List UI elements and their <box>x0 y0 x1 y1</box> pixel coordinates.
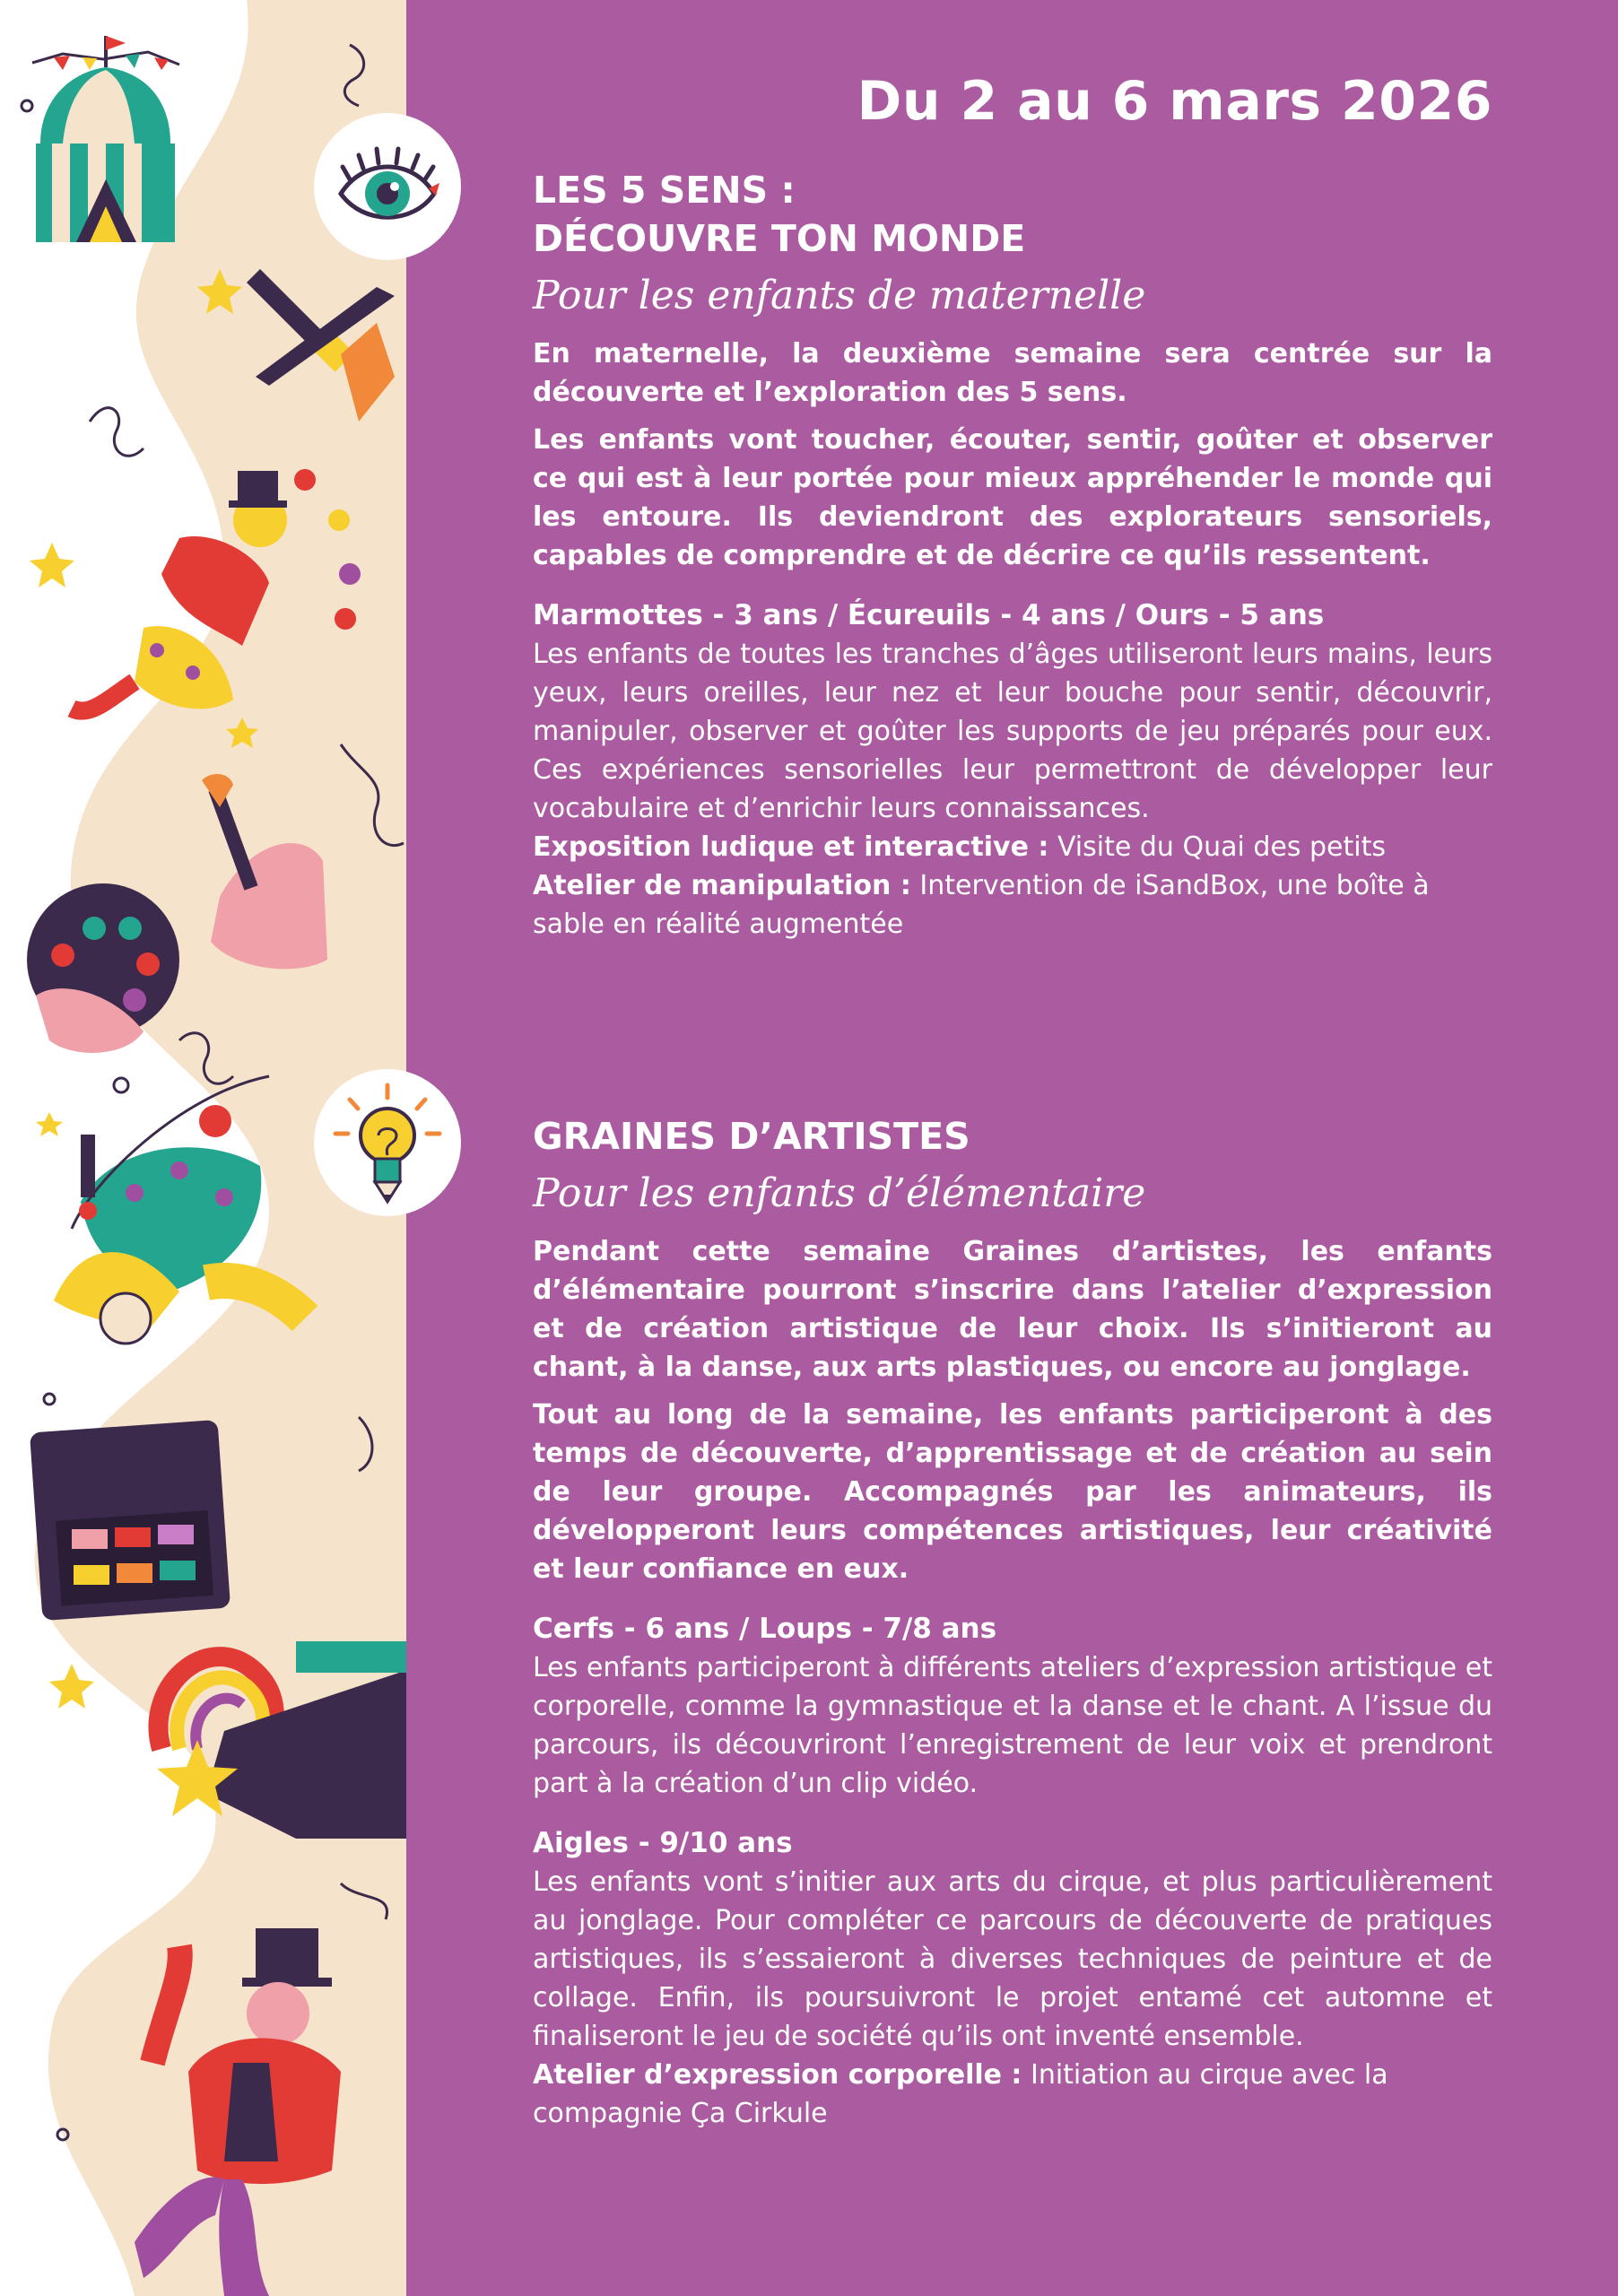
age-group-heading: Cerfs - 6 ans / Loups - 7/8 ans <box>533 1613 997 1645</box>
lightbulb-badge <box>314 1069 461 1216</box>
intro-paragraph: Les enfants vont toucher, écouter, sentir, goûter et observer ce qui est à leur portée pour mieux appréhender le monde qui les entoure. Ils deviendront des explorateurs sensoriels, capables de comprendre et de décrire ce qu’ils ressentent. <box>533 424 1492 571</box>
activity-text: Visite du Quai des petits <box>1057 831 1386 863</box>
intro-paragraph: En maternelle, la deuxième semaine sera centrée sur la découverte et l’exploration des 5 sens. <box>533 338 1492 408</box>
intro-paragraph: Pendant cette semaine Graines d’artistes, les enfants d’élémentaire pourront s’inscrire dans l’atelier d’expression et de création artistique de leur choix. Ils s’initieront au chant, à la danse, aux arts plastiques, ou encore au jonglage. <box>533 1236 1492 1383</box>
section-title <box>533 166 1492 263</box>
activity-text: Initiation au cirque avec la compagnie Ça Cirkule <box>533 2059 1388 2129</box>
section-subtitle: Pour les enfants de maternelle <box>533 273 1146 318</box>
activity-label: Atelier d’expression corporelle : <box>533 2059 1022 2091</box>
activity-line <box>533 828 1492 866</box>
activity-label: Exposition ludique et interactive : <box>533 831 1049 863</box>
activity-line <box>533 866 1492 944</box>
lightbulb-pencil-icon <box>314 1069 461 1216</box>
intro-paragraph: Tout au long de la semaine, les enfants participeront à des temps de découverte, d’apprentissage et de création au sein de leur groupe. Accompagnés par les animateurs, ils développeront leurs compétences artistiques, leur créativité et leur confiance en eux. <box>533 1399 1492 1585</box>
activity-label: Atelier de manipulation : <box>533 870 911 901</box>
age-group-text: Les enfants vont s’initier aux arts du cirque, et plus particulièrement au jonglage. Pour compléter ce parcours de découverte de pratiques artistiques, ils s’essaieront à diverses techniques de peinture et de collage. Enfin, ils poursuivront le projet entamé cet automne et finaliseront le jeu de société qu’ils ont inventé ensemble. <box>533 1866 1492 2052</box>
circus-tent-icon <box>32 36 179 242</box>
activity-line <box>533 2056 1492 2133</box>
eye-icon <box>314 113 461 260</box>
age-group-text: Les enfants participeront à différents ateliers d’expression artistique et corporelle, comme la gymnastique et la danse et le chant. A l’issue du parcours, ils découvriront l’enregistrement de leur voix et prendront part à la création d’un clip vidéo. <box>533 1652 1492 1799</box>
age-group-text: Les enfants de toutes les tranches d’âges utiliseront leurs mains, leurs yeux, leurs oreilles, leur nez et leur bouche pour sentir, découvrir, manipuler, observer et goûter les supports de jeu préparés pour eux. Ces expériences sensorielles leur permettront de développer leur vocabulaire et d’enrichir leurs connaissances. <box>533 639 1492 824</box>
section-title-line1: LES 5 SENS : <box>533 169 796 212</box>
section-graines-d-artistes <box>533 1112 1492 2133</box>
section-title: GRAINES D’ARTISTES <box>533 1115 970 1158</box>
section-title-line2: DÉCOUVRE TON MONDE <box>533 217 1026 260</box>
eye-badge <box>314 113 461 260</box>
section-les-5-sens <box>533 166 1492 944</box>
watercolor-box-icon <box>30 1420 231 1621</box>
date-heading: Du 2 au 6 mars 2026 <box>857 70 1492 133</box>
age-group-heading: Aigles - 9/10 ans <box>533 1827 793 1859</box>
activity-text: Intervention de iSandBox, une boîte à sable en réalité augmentée <box>533 870 1430 940</box>
section-subtitle: Pour les enfants d’élémentaire <box>533 1170 1146 1216</box>
age-group-heading: Marmottes - 3 ans / Écureuils - 4 ans / Ours - 5 ans <box>533 599 1325 631</box>
